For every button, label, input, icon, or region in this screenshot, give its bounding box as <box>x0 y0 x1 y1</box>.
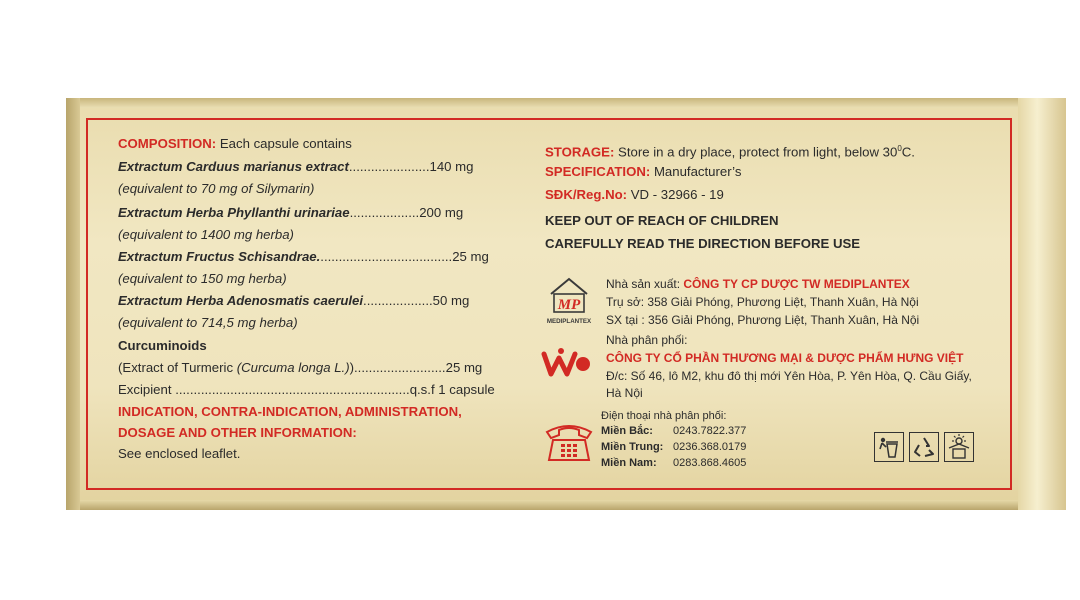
registration-line: SĐK/Reg.No: VD - 32966 - 19 <box>545 187 724 202</box>
telephone-icon <box>543 418 595 464</box>
ingredient-equivalent: (equivalent to 1400 mg herba) <box>118 227 294 242</box>
mediplantex-logo <box>541 270 597 326</box>
ingredient-row: Extractum Herba Adenosmatis caerulei...................50 mg <box>118 293 470 308</box>
distributor-name: CÔNG TY CỔ PHẦN THƯƠNG MẠI & DƯỢC PHẨM HƯNG VIỆT <box>606 351 964 365</box>
indication-heading-line2: DOSAGE AND OTHER INFORMATION: <box>118 425 357 440</box>
factory-address: SX tại : 356 Giải Phóng, Phương Liệt, Thanh Xuân, Hà Nội <box>606 313 920 327</box>
phone-row: Miền Trung: 0236.368.0179 <box>601 441 747 453</box>
ingredient-equivalent: (equivalent to 150 mg herba) <box>118 271 287 286</box>
manufacturer-line: Nhà sản xuất: CÔNG TY CP DƯỢC TW MEDIPLANTEX <box>606 277 910 291</box>
mediplantex-logo-caption: MEDIPLANTEX <box>546 318 592 325</box>
distributor-address-line2: Hà Nội <box>606 386 643 400</box>
indication-heading-line1: INDICATION, CONTRA-INDICATION, ADMINISTRATION, <box>118 404 462 419</box>
package-right-side <box>1018 98 1066 510</box>
mediplantex-logo-mark: MP <box>557 297 581 313</box>
phone-row: Miền Bắc: 0243.7822.377 <box>601 425 747 437</box>
hung-viet-logo <box>541 346 597 378</box>
ingredient-row: Extractum Fructus Schisandrae.....................................25 mg <box>118 249 489 264</box>
ingredient-row: Extractum Carduus marianus extract......................140 mg <box>118 159 474 174</box>
phone-row: Miền Nam: 0283.868.4605 <box>601 457 747 469</box>
package-bottom-edge <box>66 500 1066 510</box>
ingredient-equivalent: (equivalent to 714,5 mg herba) <box>118 315 298 330</box>
excipient-row: Excipient ................................................................q.s.f 1 capsule <box>118 382 495 397</box>
recycle-icon <box>909 432 939 462</box>
specification-line: SPECIFICATION: Manufacturer’s <box>545 164 742 179</box>
composition-heading: COMPOSITION: Each capsule contains <box>118 136 352 151</box>
distributor-phone-label: Điện thoại nhà phân phối: <box>601 410 727 422</box>
turmeric-row: (Extract of Turmeric (Curcuma longa L.)).........................25 mg <box>118 360 483 375</box>
distributor-label: Nhà phân phối: <box>606 333 688 347</box>
distributor-address-line1: Đ/c: Số 46, lô M2, khu đô thị mới Yên Hòa, P. Yên Hòa, Q. Cầu Giấy, <box>606 369 972 383</box>
ingredient-row: Extractum Herba Phyllanthi urinariae...................200 mg <box>118 205 464 220</box>
ingredient-equivalent: (equivalent to 70 mg of Silymarin) <box>118 181 315 196</box>
keep-dry-away-sunlight-icon <box>944 432 974 462</box>
curcuminoids-heading: Curcuminoids <box>118 338 207 353</box>
hq-address: Trụ sở: 358 Giải Phóng, Phương Liệt, Thanh Xuân, Hà Nội <box>606 295 919 309</box>
keep-out-warning: KEEP OUT OF REACH OF CHILDREN <box>545 213 779 228</box>
storage-line: STORAGE: Store in a dry place, protect from light, below $30^0C$. <box>545 144 915 160</box>
read-direction-warning: CAREFULLY READ THE DIRECTION BEFORE USE <box>545 236 861 251</box>
package-left-side <box>66 98 80 510</box>
dispose-in-bin-icon <box>874 432 904 462</box>
package-top-edge <box>66 98 1066 108</box>
see-leaflet-text: See enclosed leaflet. <box>118 446 241 461</box>
